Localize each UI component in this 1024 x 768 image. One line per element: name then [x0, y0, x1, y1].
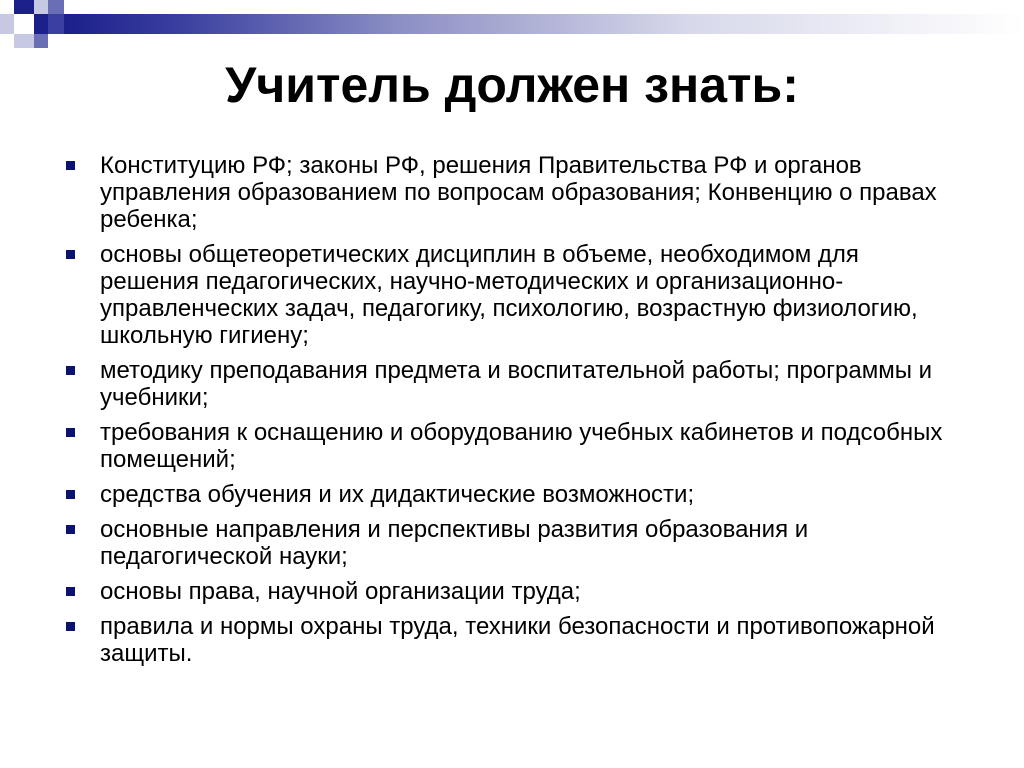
- list-item-text: основы права, научной организации труда;: [100, 578, 581, 605]
- list-item: [62, 516, 962, 570]
- list-item-text: методику преподавания предмета и воспитательной работы; программы и учебники;: [100, 357, 933, 411]
- list-item: [62, 241, 962, 349]
- slide-title: Учитель должен знать:: [225, 57, 799, 113]
- decorative-square: [34, 14, 48, 34]
- decorative-square: [48, 14, 64, 34]
- decorative-square: [14, 0, 34, 14]
- square-bullet-icon: [66, 161, 75, 170]
- square-bullet-icon: [66, 490, 75, 499]
- decorative-square: [48, 34, 64, 48]
- decorative-square: [14, 34, 34, 48]
- list-item-text: основные направления и перспективы развития образования и педагогической науки;: [100, 516, 809, 570]
- list-item: [62, 357, 962, 411]
- decorative-square: [14, 14, 34, 34]
- list-item: [62, 578, 962, 605]
- list-item: [62, 419, 962, 473]
- list-item-text: средства обучения и их дидактические возможности;: [100, 481, 695, 508]
- decorative-square: [34, 0, 48, 14]
- list-item-text: Конституцию РФ; законы РФ, решения Правительства РФ и органов управления образованием по вопросам образования; Конвенцию о правах ребенка;: [100, 152, 937, 233]
- square-bullet-icon: [66, 428, 75, 437]
- decorative-header-band: [0, 0, 1024, 48]
- square-bullet-icon: [66, 366, 75, 375]
- list-item-text: требования к оснащению и оборудованию учебных кабинетов и подсобных помещений;: [100, 419, 943, 473]
- header-gradient-bar: [64, 14, 1024, 34]
- square-bullet-icon: [66, 622, 75, 631]
- list-item-text: правила и нормы охраны труда, техники безопасности и противопожарной защиты.: [100, 613, 935, 667]
- list-item: [62, 152, 962, 233]
- square-bullet-icon: [66, 250, 75, 259]
- square-bullet-icon: [66, 525, 75, 534]
- decorative-square: [0, 14, 14, 34]
- list-item-text: основы общетеоретических дисциплин в объеме, необходимом для решения педагогических, научно-методических и организационно-управленческих задач, педагогику, психологию, возрастную физиологию, школьную гигиену;: [100, 241, 918, 349]
- decorative-square: [48, 0, 64, 14]
- decorative-square: [34, 34, 48, 48]
- bullet-list: [62, 152, 962, 675]
- list-item: [62, 613, 962, 667]
- square-bullet-icon: [66, 587, 75, 596]
- list-item: [62, 481, 962, 508]
